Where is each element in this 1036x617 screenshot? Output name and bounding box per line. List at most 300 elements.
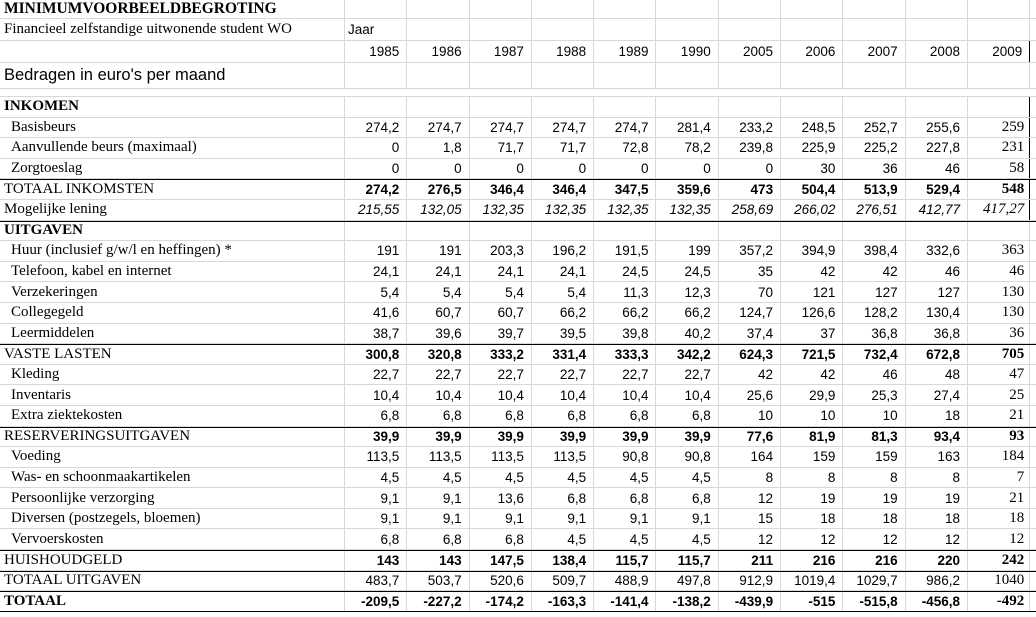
value-cell[interactable]: 138,4 bbox=[532, 551, 594, 570]
value-cell[interactable]: 215,55 bbox=[345, 200, 407, 220]
value-cell[interactable]: 10 bbox=[781, 406, 843, 426]
value-cell[interactable]: 233,2 bbox=[719, 118, 781, 138]
value-cell[interactable]: -174,2 bbox=[470, 592, 532, 611]
empty-cell[interactable] bbox=[656, 0, 718, 18]
value-cell[interactable]: 4,5 bbox=[532, 468, 594, 488]
value-cell[interactable]: 22,7 bbox=[594, 365, 656, 385]
value-cell[interactable]: 42 bbox=[719, 365, 781, 385]
value-cell[interactable]: 71,7 bbox=[470, 138, 532, 158]
value-cell[interactable]: 346,4 bbox=[532, 180, 594, 199]
value-cell[interactable]: 503,7 bbox=[407, 572, 469, 591]
value-cell[interactable] bbox=[470, 97, 532, 117]
value-cell[interactable]: 22,7 bbox=[345, 365, 407, 385]
value-cell[interactable]: 39,9 bbox=[656, 428, 718, 447]
value-cell[interactable]: 6,8 bbox=[532, 406, 594, 426]
empty-cell[interactable] bbox=[470, 0, 532, 18]
value-cell[interactable]: 25,3 bbox=[843, 385, 905, 405]
empty-cell[interactable] bbox=[906, 63, 968, 88]
value-cell[interactable]: 25 bbox=[968, 385, 1030, 405]
value-cell[interactable]: 47 bbox=[968, 365, 1030, 385]
value-cell[interactable]: 6,8 bbox=[656, 406, 718, 426]
value-cell[interactable] bbox=[656, 97, 718, 117]
value-cell[interactable] bbox=[719, 97, 781, 117]
empty-cell[interactable] bbox=[594, 63, 656, 88]
year-header[interactable]: 1986 bbox=[407, 41, 469, 62]
value-cell[interactable]: -456,8 bbox=[906, 592, 968, 611]
value-cell[interactable]: 332,6 bbox=[906, 241, 968, 261]
value-cell[interactable]: 132,05 bbox=[407, 200, 469, 220]
value-cell[interactable]: 93 bbox=[968, 428, 1030, 447]
empty-cell[interactable] bbox=[843, 0, 905, 18]
value-cell[interactable]: 24,5 bbox=[594, 262, 656, 282]
value-cell[interactable]: 986,2 bbox=[906, 572, 968, 591]
value-cell[interactable]: 22,7 bbox=[532, 365, 594, 385]
row-label[interactable]: UITGAVEN bbox=[0, 222, 345, 241]
empty-cell[interactable] bbox=[843, 19, 905, 40]
value-cell[interactable]: 473 bbox=[719, 180, 781, 199]
empty-cell[interactable] bbox=[407, 63, 469, 88]
value-cell[interactable]: 497,8 bbox=[656, 572, 718, 591]
value-cell[interactable]: 9,1 bbox=[407, 509, 469, 529]
empty-cell[interactable] bbox=[719, 0, 781, 18]
value-cell[interactable]: 29,9 bbox=[781, 385, 843, 405]
value-cell[interactable]: 520,6 bbox=[470, 572, 532, 591]
value-cell[interactable]: 333,3 bbox=[594, 345, 656, 364]
year-header[interactable]: 2005 bbox=[719, 41, 781, 62]
value-cell[interactable]: 6,8 bbox=[594, 488, 656, 508]
value-cell[interactable]: 48 bbox=[906, 365, 968, 385]
row-label[interactable]: Inventaris bbox=[0, 385, 345, 405]
value-cell[interactable]: 4,5 bbox=[656, 468, 718, 488]
value-cell[interactable] bbox=[843, 222, 905, 241]
row-label[interactable]: Basisbeurs bbox=[0, 118, 345, 138]
row-label[interactable]: Verzekeringen bbox=[0, 282, 345, 302]
value-cell[interactable]: 10,4 bbox=[345, 385, 407, 405]
empty-cell[interactable] bbox=[906, 0, 968, 18]
value-cell[interactable]: 342,2 bbox=[656, 345, 718, 364]
value-cell[interactable]: -515,8 bbox=[843, 592, 905, 611]
value-cell[interactable]: 18 bbox=[906, 509, 968, 529]
value-cell[interactable]: 320,8 bbox=[407, 345, 469, 364]
value-cell[interactable]: 90,8 bbox=[656, 447, 718, 467]
year-header[interactable]: 1987 bbox=[470, 41, 532, 62]
value-cell[interactable]: 220 bbox=[906, 551, 968, 570]
value-cell[interactable]: 1029,7 bbox=[843, 572, 905, 591]
row-label[interactable]: Huur (inclusief g/w/l en heffingen) * bbox=[0, 241, 345, 261]
value-cell[interactable]: 130 bbox=[968, 303, 1030, 323]
value-cell[interactable]: 143 bbox=[407, 551, 469, 570]
value-cell[interactable]: 6,8 bbox=[407, 529, 469, 549]
empty-cell[interactable] bbox=[470, 19, 532, 40]
value-cell[interactable]: 239,8 bbox=[719, 138, 781, 158]
value-cell[interactable]: 66,2 bbox=[532, 303, 594, 323]
value-cell[interactable]: 191,5 bbox=[594, 241, 656, 261]
value-cell[interactable]: 121 bbox=[781, 282, 843, 302]
row-label[interactable]: Collegegeld bbox=[0, 303, 345, 323]
empty-cell[interactable] bbox=[407, 0, 469, 18]
empty-cell[interactable] bbox=[781, 0, 843, 18]
empty-cell[interactable] bbox=[345, 0, 407, 18]
value-cell[interactable]: 9,1 bbox=[345, 488, 407, 508]
value-cell[interactable]: 21 bbox=[968, 488, 1030, 508]
row-label[interactable]: Voeding bbox=[0, 447, 345, 467]
value-cell[interactable]: 10,4 bbox=[407, 385, 469, 405]
value-cell[interactable]: 721,5 bbox=[781, 345, 843, 364]
value-cell[interactable]: 0 bbox=[407, 159, 469, 179]
value-cell[interactable]: 41,6 bbox=[345, 303, 407, 323]
value-cell[interactable]: -163,3 bbox=[532, 592, 594, 611]
value-cell[interactable]: 12 bbox=[719, 529, 781, 549]
value-cell[interactable]: 216 bbox=[781, 551, 843, 570]
value-cell[interactable]: 216 bbox=[843, 551, 905, 570]
value-cell[interactable]: 39,6 bbox=[407, 324, 469, 344]
row-label[interactable]: Aanvullende beurs (maximaal) bbox=[0, 138, 345, 158]
value-cell[interactable]: -209,5 bbox=[345, 592, 407, 611]
value-cell[interactable]: 128,2 bbox=[843, 303, 905, 323]
value-cell[interactable] bbox=[781, 222, 843, 241]
value-cell[interactable]: 60,7 bbox=[407, 303, 469, 323]
value-cell[interactable] bbox=[906, 222, 968, 241]
value-cell[interactable]: 22,7 bbox=[470, 365, 532, 385]
value-cell[interactable]: 398,4 bbox=[843, 241, 905, 261]
year-header[interactable]: 1988 bbox=[532, 41, 594, 62]
value-cell[interactable]: 0 bbox=[594, 159, 656, 179]
value-cell[interactable]: 8 bbox=[843, 468, 905, 488]
value-cell[interactable]: 0 bbox=[470, 159, 532, 179]
value-cell[interactable]: 39,9 bbox=[470, 428, 532, 447]
row-label[interactable]: HUISHOUDGELD bbox=[0, 551, 345, 570]
value-cell[interactable]: 24,1 bbox=[407, 262, 469, 282]
value-cell[interactable]: 8 bbox=[781, 468, 843, 488]
value-cell[interactable]: 93,4 bbox=[906, 428, 968, 447]
value-cell[interactable]: 81,9 bbox=[781, 428, 843, 447]
value-cell[interactable]: 60,7 bbox=[470, 303, 532, 323]
value-cell[interactable]: 211 bbox=[719, 551, 781, 570]
value-cell[interactable]: 5,4 bbox=[532, 282, 594, 302]
value-cell[interactable]: 705 bbox=[968, 345, 1030, 364]
value-cell[interactable] bbox=[781, 97, 843, 117]
value-cell[interactable]: 12 bbox=[719, 488, 781, 508]
value-cell[interactable]: 548 bbox=[968, 180, 1030, 199]
value-cell[interactable] bbox=[968, 222, 1030, 241]
value-cell[interactable]: 8 bbox=[719, 468, 781, 488]
value-cell[interactable]: 274,2 bbox=[345, 180, 407, 199]
value-cell[interactable]: 39,7 bbox=[470, 324, 532, 344]
value-cell[interactable]: 281,4 bbox=[656, 118, 718, 138]
value-cell[interactable]: 0 bbox=[345, 138, 407, 158]
value-cell[interactable] bbox=[906, 97, 968, 117]
value-cell[interactable]: 37 bbox=[781, 324, 843, 344]
value-cell[interactable]: 15 bbox=[719, 509, 781, 529]
empty-cell[interactable] bbox=[968, 63, 1030, 88]
year-header[interactable]: 2006 bbox=[781, 41, 843, 62]
value-cell[interactable]: 130,4 bbox=[906, 303, 968, 323]
row-label[interactable]: VASTE LASTEN bbox=[0, 345, 345, 364]
value-cell[interactable]: 77,6 bbox=[719, 428, 781, 447]
value-cell[interactable]: 6,8 bbox=[345, 529, 407, 549]
row-label[interactable]: Telefoon, kabel en internet bbox=[0, 262, 345, 282]
value-cell[interactable]: 27,4 bbox=[906, 385, 968, 405]
year-header[interactable]: 1989 bbox=[594, 41, 656, 62]
value-cell[interactable] bbox=[843, 97, 905, 117]
value-cell[interactable]: 10 bbox=[719, 406, 781, 426]
value-cell[interactable]: 10,4 bbox=[594, 385, 656, 405]
empty-label-cell[interactable] bbox=[0, 41, 345, 62]
empty-cell[interactable] bbox=[656, 19, 718, 40]
value-cell[interactable] bbox=[345, 97, 407, 117]
value-cell[interactable]: 10 bbox=[843, 406, 905, 426]
value-cell[interactable]: 42 bbox=[781, 365, 843, 385]
value-cell[interactable]: 46 bbox=[906, 262, 968, 282]
value-cell[interactable]: 10,4 bbox=[656, 385, 718, 405]
value-cell[interactable] bbox=[594, 97, 656, 117]
row-label[interactable]: Kleding bbox=[0, 365, 345, 385]
value-cell[interactable]: 72,8 bbox=[594, 138, 656, 158]
value-cell[interactable]: 58 bbox=[968, 159, 1030, 179]
empty-cell[interactable] bbox=[719, 19, 781, 40]
empty-cell[interactable] bbox=[407, 19, 469, 40]
value-cell[interactable]: 113,5 bbox=[345, 447, 407, 467]
empty-cell[interactable] bbox=[781, 63, 843, 88]
value-cell[interactable]: 346,4 bbox=[470, 180, 532, 199]
value-cell[interactable]: 12 bbox=[906, 529, 968, 549]
value-cell[interactable]: 6,8 bbox=[470, 406, 532, 426]
value-cell[interactable] bbox=[345, 222, 407, 241]
value-cell[interactable] bbox=[968, 97, 1030, 117]
value-cell[interactable]: 6,8 bbox=[532, 488, 594, 508]
value-cell[interactable]: 258,69 bbox=[719, 200, 781, 220]
value-cell[interactable]: 22,7 bbox=[656, 365, 718, 385]
value-cell[interactable]: 18 bbox=[781, 509, 843, 529]
value-cell[interactable]: 331,4 bbox=[532, 345, 594, 364]
value-cell[interactable]: 132,35 bbox=[470, 200, 532, 220]
value-cell[interactable]: 159 bbox=[781, 447, 843, 467]
value-cell[interactable]: 333,2 bbox=[470, 345, 532, 364]
value-cell[interactable]: 5,4 bbox=[470, 282, 532, 302]
value-cell[interactable] bbox=[719, 222, 781, 241]
value-cell[interactable]: 113,5 bbox=[532, 447, 594, 467]
value-cell[interactable]: 46 bbox=[968, 262, 1030, 282]
empty-cell[interactable] bbox=[594, 0, 656, 18]
value-cell[interactable]: 18 bbox=[843, 509, 905, 529]
value-cell[interactable]: 357,2 bbox=[719, 241, 781, 261]
value-cell[interactable]: 6,8 bbox=[656, 488, 718, 508]
jaar-label[interactable]: Jaar bbox=[345, 19, 407, 40]
value-cell[interactable]: 274,7 bbox=[407, 118, 469, 138]
value-cell[interactable]: 5,4 bbox=[407, 282, 469, 302]
value-cell[interactable]: 276,51 bbox=[843, 200, 905, 220]
value-cell[interactable]: 10,4 bbox=[470, 385, 532, 405]
value-cell[interactable]: 8 bbox=[906, 468, 968, 488]
empty-cell[interactable] bbox=[968, 19, 1030, 40]
value-cell[interactable]: 4,5 bbox=[594, 468, 656, 488]
row-label[interactable]: TOTAAL INKOMSTEN bbox=[0, 180, 345, 199]
value-cell[interactable]: 199 bbox=[656, 241, 718, 261]
value-cell[interactable]: 732,4 bbox=[843, 345, 905, 364]
value-cell[interactable]: 624,3 bbox=[719, 345, 781, 364]
value-cell[interactable] bbox=[532, 222, 594, 241]
row-label[interactable]: Was- en schoonmaakartikelen bbox=[0, 468, 345, 488]
empty-cell[interactable] bbox=[345, 63, 407, 88]
value-cell[interactable]: 6,8 bbox=[345, 406, 407, 426]
value-cell[interactable]: -227,2 bbox=[407, 592, 469, 611]
value-cell[interactable]: 132,35 bbox=[532, 200, 594, 220]
value-cell[interactable]: 9,1 bbox=[407, 488, 469, 508]
year-header[interactable]: 2009 bbox=[968, 41, 1030, 62]
value-cell[interactable]: 9,1 bbox=[594, 509, 656, 529]
value-cell[interactable] bbox=[407, 97, 469, 117]
value-cell[interactable]: 36,8 bbox=[906, 324, 968, 344]
value-cell[interactable]: 1019,4 bbox=[781, 572, 843, 591]
empty-cell[interactable] bbox=[532, 63, 594, 88]
value-cell[interactable]: 46 bbox=[843, 365, 905, 385]
value-cell[interactable]: 66,2 bbox=[656, 303, 718, 323]
value-cell[interactable]: 255,6 bbox=[906, 118, 968, 138]
value-cell[interactable] bbox=[407, 222, 469, 241]
value-cell[interactable]: 196,2 bbox=[532, 241, 594, 261]
value-cell[interactable]: 36 bbox=[843, 159, 905, 179]
value-cell[interactable]: 126,6 bbox=[781, 303, 843, 323]
row-label[interactable]: TOTAAL bbox=[0, 592, 345, 611]
value-cell[interactable]: 25,6 bbox=[719, 385, 781, 405]
value-cell[interactable]: 359,6 bbox=[656, 180, 718, 199]
value-cell[interactable]: 90,8 bbox=[594, 447, 656, 467]
value-cell[interactable]: 203,3 bbox=[470, 241, 532, 261]
value-cell[interactable]: 40,2 bbox=[656, 324, 718, 344]
year-header[interactable]: 2008 bbox=[906, 41, 968, 62]
value-cell[interactable]: 274,7 bbox=[532, 118, 594, 138]
value-cell[interactable]: 4,5 bbox=[656, 529, 718, 549]
value-cell[interactable]: 227,8 bbox=[906, 138, 968, 158]
row-label[interactable]: TOTAAL UITGAVEN bbox=[0, 572, 345, 591]
value-cell[interactable]: 12 bbox=[843, 529, 905, 549]
row-label[interactable]: RESERVERINGSUITGAVEN bbox=[0, 428, 345, 447]
value-cell[interactable]: 132,35 bbox=[656, 200, 718, 220]
empty-cell[interactable] bbox=[532, 19, 594, 40]
value-cell[interactable]: 191 bbox=[345, 241, 407, 261]
value-cell[interactable]: 4,5 bbox=[594, 529, 656, 549]
value-cell[interactable]: 13,6 bbox=[470, 488, 532, 508]
value-cell[interactable]: 19 bbox=[843, 488, 905, 508]
value-cell[interactable]: 513,9 bbox=[843, 180, 905, 199]
value-cell[interactable]: 242 bbox=[968, 551, 1030, 570]
value-cell[interactable]: 4,5 bbox=[470, 468, 532, 488]
value-cell[interactable]: 36,8 bbox=[843, 324, 905, 344]
value-cell[interactable]: 19 bbox=[906, 488, 968, 508]
value-cell[interactable]: 4,5 bbox=[532, 529, 594, 549]
value-cell[interactable]: 10,4 bbox=[532, 385, 594, 405]
value-cell[interactable]: 127 bbox=[906, 282, 968, 302]
value-cell[interactable]: 37,4 bbox=[719, 324, 781, 344]
value-cell[interactable]: -515 bbox=[781, 592, 843, 611]
value-cell[interactable]: 18 bbox=[906, 406, 968, 426]
value-cell[interactable]: 115,7 bbox=[594, 551, 656, 570]
value-cell[interactable]: 347,5 bbox=[594, 180, 656, 199]
value-cell[interactable]: 113,5 bbox=[470, 447, 532, 467]
row-label[interactable]: Vervoerskosten bbox=[0, 529, 345, 549]
row-label[interactable]: Extra ziektekosten bbox=[0, 406, 345, 426]
value-cell[interactable]: 30 bbox=[781, 159, 843, 179]
value-cell[interactable]: 1,8 bbox=[407, 138, 469, 158]
value-cell[interactable] bbox=[656, 222, 718, 241]
value-cell[interactable]: 39,9 bbox=[345, 428, 407, 447]
value-cell[interactable]: 9,1 bbox=[470, 509, 532, 529]
value-cell[interactable]: 0 bbox=[345, 159, 407, 179]
value-cell[interactable]: 46 bbox=[906, 159, 968, 179]
value-cell[interactable]: 0 bbox=[532, 159, 594, 179]
empty-cell[interactable] bbox=[594, 19, 656, 40]
row-label[interactable]: Leermiddelen bbox=[0, 324, 345, 344]
value-cell[interactable]: 18 bbox=[968, 509, 1030, 529]
value-cell[interactable]: -141,4 bbox=[594, 592, 656, 611]
value-cell[interactable] bbox=[532, 97, 594, 117]
empty-cell[interactable] bbox=[968, 0, 1030, 18]
value-cell[interactable]: 39,8 bbox=[594, 324, 656, 344]
value-cell[interactable]: 143 bbox=[345, 551, 407, 570]
year-header[interactable]: 1990 bbox=[656, 41, 718, 62]
value-cell[interactable]: 6,8 bbox=[470, 529, 532, 549]
value-cell[interactable]: 300,8 bbox=[345, 345, 407, 364]
value-cell[interactable]: 42 bbox=[781, 262, 843, 282]
value-cell[interactable]: 39,9 bbox=[407, 428, 469, 447]
value-cell[interactable]: 115,7 bbox=[656, 551, 718, 570]
value-cell[interactable]: 9,1 bbox=[656, 509, 718, 529]
row-label[interactable]: Persoonlijke verzorging bbox=[0, 488, 345, 508]
value-cell[interactable]: 12 bbox=[968, 529, 1030, 549]
row-label[interactable]: Mogelijke lening bbox=[0, 200, 345, 220]
value-cell[interactable]: 163 bbox=[906, 447, 968, 467]
value-cell[interactable]: -439,9 bbox=[719, 592, 781, 611]
value-cell[interactable]: 225,9 bbox=[781, 138, 843, 158]
empty-cell[interactable] bbox=[781, 19, 843, 40]
value-cell[interactable]: 672,8 bbox=[906, 345, 968, 364]
value-cell[interactable]: 274,7 bbox=[594, 118, 656, 138]
value-cell[interactable]: 42 bbox=[843, 262, 905, 282]
value-cell[interactable]: 4,5 bbox=[407, 468, 469, 488]
value-cell[interactable]: 39,9 bbox=[594, 428, 656, 447]
value-cell[interactable]: 19 bbox=[781, 488, 843, 508]
value-cell[interactable]: 132,35 bbox=[594, 200, 656, 220]
value-cell[interactable]: 394,9 bbox=[781, 241, 843, 261]
value-cell[interactable]: 225,2 bbox=[843, 138, 905, 158]
value-cell[interactable]: 412,77 bbox=[906, 200, 968, 220]
value-cell[interactable]: 24,1 bbox=[532, 262, 594, 282]
value-cell[interactable]: 363 bbox=[968, 241, 1030, 261]
empty-cell[interactable] bbox=[906, 19, 968, 40]
value-cell[interactable]: 66,2 bbox=[594, 303, 656, 323]
value-cell[interactable]: 11,3 bbox=[594, 282, 656, 302]
value-cell[interactable]: 24,1 bbox=[470, 262, 532, 282]
value-cell[interactable]: 0 bbox=[656, 159, 718, 179]
value-cell[interactable]: 9,1 bbox=[532, 509, 594, 529]
value-cell[interactable]: 184 bbox=[968, 447, 1030, 467]
value-cell[interactable]: 159 bbox=[843, 447, 905, 467]
value-cell[interactable]: 24,1 bbox=[345, 262, 407, 282]
value-cell[interactable]: 274,7 bbox=[470, 118, 532, 138]
value-cell[interactable]: 127 bbox=[843, 282, 905, 302]
value-cell[interactable] bbox=[594, 222, 656, 241]
value-cell[interactable]: 509,7 bbox=[532, 572, 594, 591]
value-cell[interactable]: 529,4 bbox=[906, 180, 968, 199]
value-cell[interactable]: 24,5 bbox=[656, 262, 718, 282]
empty-cell[interactable] bbox=[656, 63, 718, 88]
value-cell[interactable]: 39,5 bbox=[532, 324, 594, 344]
value-cell[interactable]: 912,9 bbox=[719, 572, 781, 591]
value-cell[interactable]: 276,5 bbox=[407, 180, 469, 199]
year-header[interactable]: 2007 bbox=[843, 41, 905, 62]
row-label[interactable]: Zorgtoeslag bbox=[0, 159, 345, 179]
value-cell[interactable]: 12 bbox=[781, 529, 843, 549]
